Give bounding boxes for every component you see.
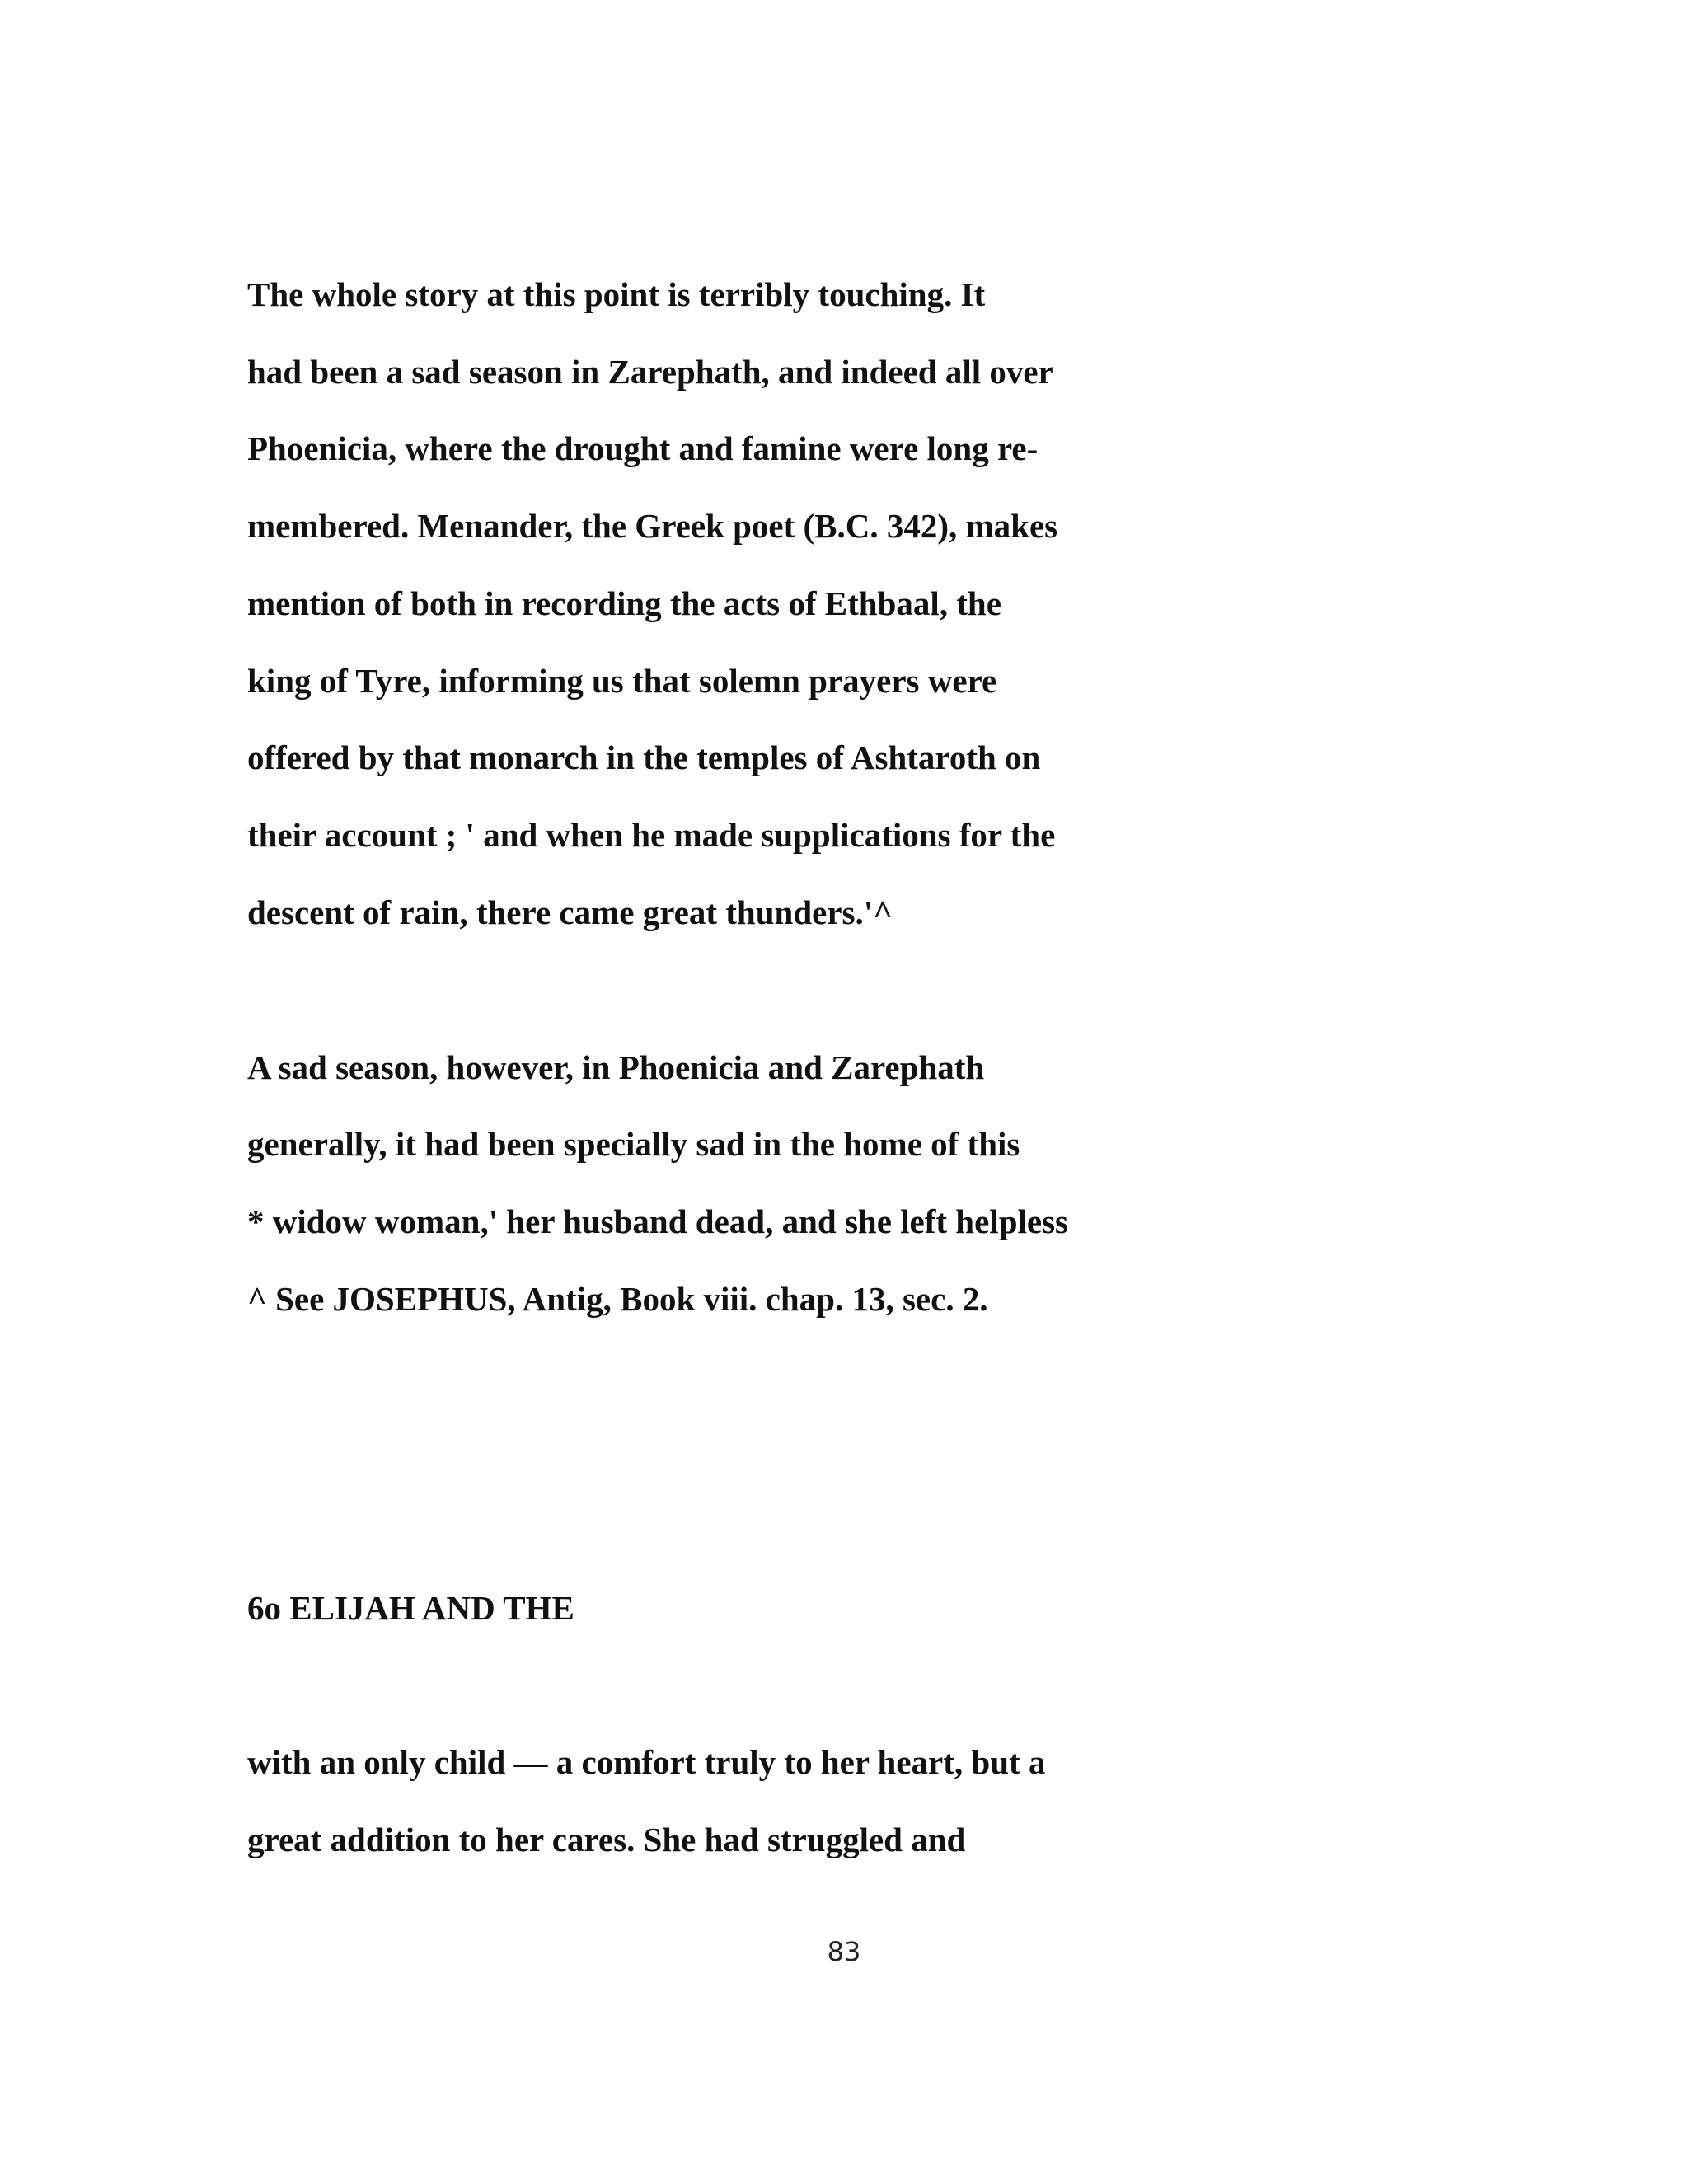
paragraph-1-line-8: their account ; ' and when he made supplications for the: [247, 816, 1056, 854]
paragraph-2-line-2: generally, it had been specially sad in the home of this: [247, 1125, 1020, 1163]
paragraph-1-line-7: offered by that monarch in the temples of Ashtaroth on: [247, 738, 1041, 776]
paragraph-2-line-3: * widow woman,' her husband dead, and she left helpless: [247, 1202, 1068, 1240]
paragraph-3-line-1: with an only child — a comfort truly to her heart, but a: [247, 1743, 1046, 1781]
paragraph-1-line-1: The whole story at this point is terribly touching. It: [247, 275, 986, 313]
page-number: 83: [827, 1936, 861, 1967]
footnote: ^ See JOSEPHUS, Antig, Book viii. chap. 13, sec. 2.: [247, 1280, 988, 1318]
paragraph-1-line-3: Phoenicia, where the drought and famine were long re-: [247, 429, 1039, 467]
paragraph-1-line-4: membered. Menander, the Greek poet (B.C. 342), makes: [247, 507, 1058, 545]
paragraph-1-line-6: king of Tyre, informing us that solemn prayers were: [247, 662, 997, 700]
paragraph-1-line-9: descent of rain, there came great thunders.'^: [247, 893, 893, 931]
paragraph-1-line-5: mention of both in recording the acts of Ethbaal, the: [247, 584, 1001, 622]
paragraph-1-line-2: had been a sad season in Zarephath, and indeed all over: [247, 353, 1053, 391]
running-header: 6o ELIJAH AND THE: [247, 1589, 574, 1627]
paragraph-2-line-1: A sad season, however, in Phoenicia and Zarephath: [247, 1048, 985, 1086]
paragraph-3-line-2: great addition to her cares. She had struggled and: [247, 1821, 966, 1858]
